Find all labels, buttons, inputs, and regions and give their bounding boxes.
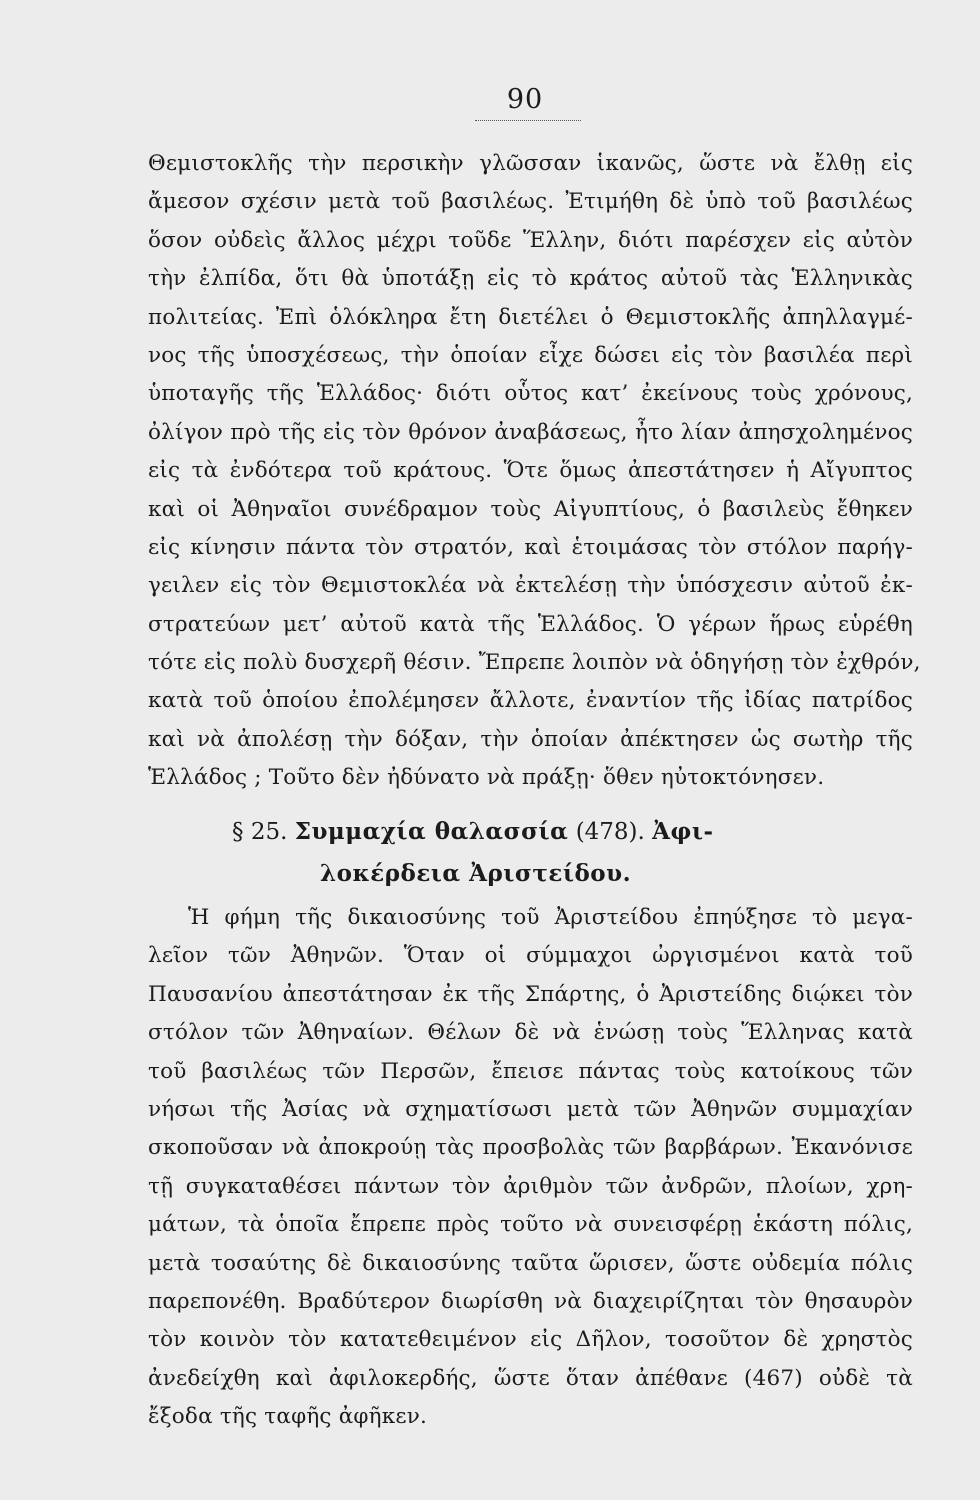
section-year: (478). — [575, 819, 645, 845]
text-line: ὀλίγον πρὸ τῆς εἰς τὸν θρόνον ἀναβάσεως, ἦτο λίαν ἀπησχολημένος — [148, 419, 913, 445]
text-line: σκοποῦσαν νὰ ἀποκρούῃ τὰς προσβολὰς τῶν βαρβάρων. Ἐκανόνισε — [148, 1135, 913, 1161]
text-line: ὑποταγῆς τῆς Ἑλλάδος· διότι οὗτος κατ’ ἐκείνους τοὺς χρόνους, — [148, 381, 913, 407]
section-number: 25. — [250, 819, 288, 845]
text-line: Ἡ φήμη τῆς δικαιοσύνης τοῦ Ἀριστείδου ἐπηύξησε τὸ μεγα- — [188, 905, 913, 930]
text-line: μετὰ τοσαύτης δὲ δικαιοσύνης ταῦτα ὥρισεν, ὥστε οὐδεμία πόλις — [148, 1250, 913, 1276]
section-subtitle-part1: Ἀφι- — [652, 818, 714, 845]
text-line: καὶ οἱ Ἀθηναῖοι συνέδραμον τοὺς Αἰγυπτίους, ὁ βασιλεὺς ἔθηκεν — [148, 496, 913, 522]
text-line: Παυσανίου ἀπεστάτησαν ἐκ τῆς Σπάρτης, ὁ Ἀριστείδης διῴκει τὸν — [148, 981, 913, 1007]
text-line: Θεμιστοκλῆς τὴν περσικὴν γλῶσσαν ἱκανῶς, ὥστε νὰ ἔλθῃ εἰς — [148, 151, 913, 176]
text-line: στόλον τῶν Ἀθηναίων. Θέλων δὲ νὰ ἑνώσῃ τοὺς Ἕλληνας κατὰ — [148, 1020, 913, 1046]
text-line: παρεπονέθη. Βραδύτερον διωρίσθη νὰ διαχειρίζηται τὸν θησαυρὸν — [148, 1288, 913, 1314]
text-line: εἰς τὰ ἐνδότερα τοῦ κράτους. Ὅτε ὅμως ἀπεστάτησεν ἡ Αἴγυπτος — [148, 458, 913, 484]
text-line: λεῖον τῶν Ἀθηνῶν. Ὅταν οἱ σύμμαχοι ὠργισμένοι κατὰ τοῦ — [148, 943, 913, 969]
text-line: μάτων, τὰ ὁποῖα ἔπρεπε πρὸς τοῦτο νὰ συνεισφέρῃ ἑκάστη πόλις, — [148, 1212, 913, 1238]
text-line: στρατεύων μετ’ αὐτοῦ κατὰ τῆς Ἑλλάδος. Ὁ γέρων ἥρως εὑρέθη — [148, 611, 913, 637]
section-heading — [232, 811, 862, 895]
paragraph-aristides — [148, 899, 913, 1436]
text-line: εἰς κίνησιν πάντα τὸν στρατόν, καὶ ἑτοιμάσας τὸν στόλον παρήγ- — [148, 534, 913, 560]
section-subtitle-part2: λοκέρδεια Ἀριστείδου. — [320, 860, 632, 887]
text-line: τῇ συγκαταθέσει πάντων τὸν ἀριθμὸν τῶν ἀνδρῶν, πλοίων, χρη- — [148, 1173, 913, 1199]
text-line: ἔξοδα τῆς ταφῆς ἀφῆκεν. — [148, 1404, 428, 1430]
text-line: κατὰ τοῦ ὁποίου ἐπολέμησεν ἄλλοτε, ἐναντίον τῆς ἰδίας πατρίδος — [148, 688, 913, 714]
section-title: Συμμαχία θαλασσία — [294, 818, 569, 845]
text-line: νήσωι τῆς Ἀσίας νὰ σχηματίσωσι μετὰ τῶν Ἀθηνῶν συμμαχίαν — [148, 1096, 913, 1122]
text-line: ἄμεσον σχέσιν μετὰ τοῦ βασιλέως. Ἐτιμήθη δὲ ὑπὸ τοῦ βασιλέως — [148, 189, 913, 215]
text-line: τὴν ἐλπίδα, ὅτι θὰ ὑποτάξῃ εἰς τὸ κράτος αὐτοῦ τὰς Ἑλληνικὰς — [148, 266, 913, 292]
text-line: Ἑλλάδος ; Τοῦτο δὲν ἠδύνατο νὰ πράξῃ· ὅθεν ηὐτοκτόνησεν. — [148, 765, 825, 791]
text-line: ὅσον οὐδεὶς ἄλλος μέχρι τοῦδε Ἕλλην, διότι παρέσχεν εἰς αὐτὸν — [148, 227, 913, 253]
text-line: πολιτείας. Ἐπὶ ὁλόκληρα ἔτη διετέλει ὁ Θεμιστοκλῆς ἀπηλλαγμέ- — [148, 304, 913, 330]
text-line: γειλεν εἰς τὸν Θεμιστοκλέα νὰ ἐκτελέσῃ τὴν ὑπόσχεσιν αὐτοῦ ἐκ- — [148, 573, 913, 599]
text-line: ἀνεδείχθη καὶ ἀφιλοκερδής, ὥστε ὅταν ἀπέθανε (467) οὐδὲ τὰ — [148, 1365, 913, 1391]
section-sign: § — [232, 819, 244, 845]
text-line: τοῦ βασιλέως τῶν Περσῶν, ἔπεισε πάντας τοὺς κατοίκους τῶν — [148, 1058, 913, 1084]
text-line: τὸν κοινὸν τὸν κατατεθειμένον εἰς Δῆλον, τοσοῦτον δὲ χρηστὸς — [148, 1327, 913, 1353]
page-number-rule — [475, 120, 581, 121]
text-line: τότε εἰς πολὺ δυσχερῆ θέσιν. Ἔπρεπε λοιπὸν νὰ ὁδηγήσῃ τὸν ἐχθρόν, — [148, 650, 921, 676]
page-number: 90 — [506, 84, 544, 115]
paragraph-themistocles — [148, 145, 921, 798]
text-line: νος τῆς ὑποσχέσεως, τὴν ὁποίαν εἶχε δώσει εἰς τὸν βασιλέα περὶ — [148, 342, 913, 368]
text-line: καὶ νὰ ἀπολέσῃ τὴν δόξαν, τὴν ὁποίαν ἀπέκτησεν ὡς σωτὴρ τῆς — [148, 726, 913, 752]
